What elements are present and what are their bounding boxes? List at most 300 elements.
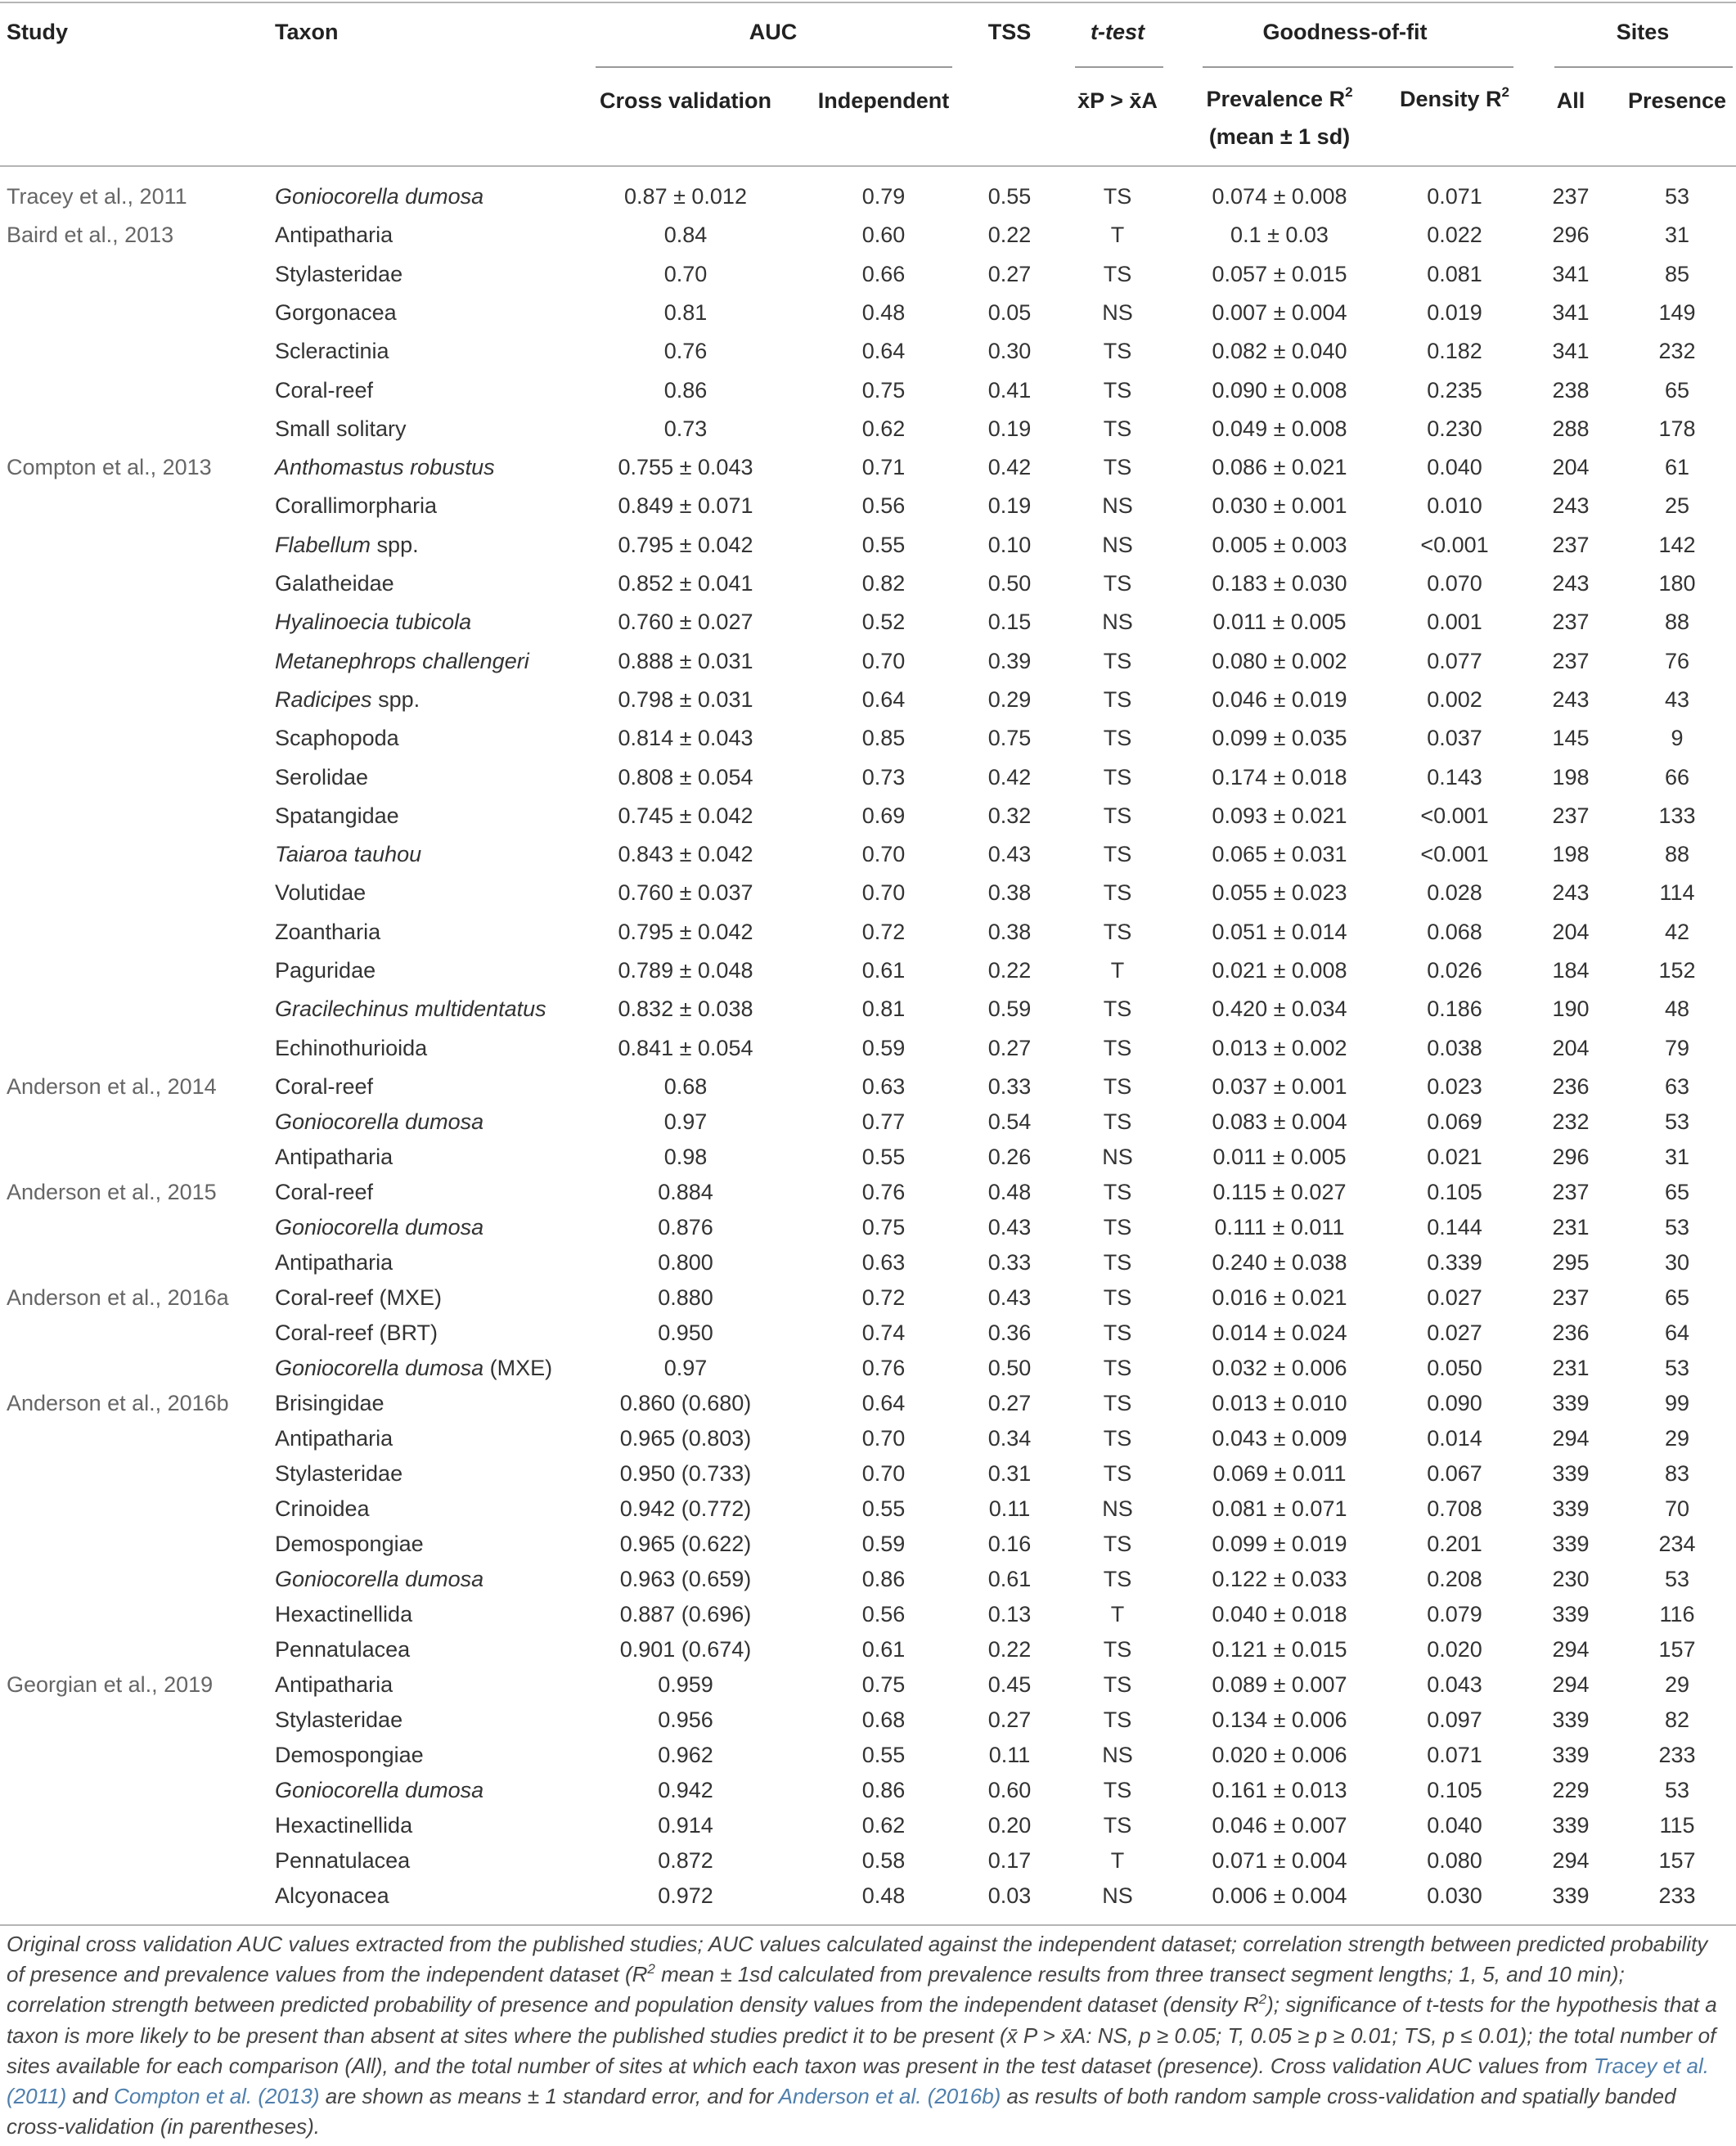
tss-cell: 0.05 bbox=[987, 299, 1032, 325]
ttest-cell: T bbox=[1110, 958, 1125, 983]
auc-independent-cell: 0.66 bbox=[861, 261, 906, 286]
density-cell: 0.186 bbox=[1427, 997, 1482, 1022]
prevalence-cell: 0.016 ± 0.021 bbox=[1212, 1285, 1347, 1310]
taxon-cell bbox=[275, 1386, 385, 1421]
prevalence-cell: 0.013 ± 0.010 bbox=[1212, 1391, 1347, 1415]
table-row bbox=[0, 760, 1736, 795]
ttest-cell: TS bbox=[1103, 1035, 1132, 1060]
tss-cell: 0.38 bbox=[987, 919, 1032, 944]
header-ttest-sub: x̄P > x̄A bbox=[1077, 88, 1158, 113]
sites-all-cell: 184 bbox=[1552, 958, 1590, 983]
sites-presence-cell: 42 bbox=[1664, 919, 1690, 944]
tss-cell: 0.43 bbox=[987, 842, 1032, 867]
tss-cell: 0.22 bbox=[987, 958, 1032, 983]
header-cross-validation: Cross validation bbox=[599, 88, 772, 113]
table-row bbox=[0, 179, 1736, 214]
taxon-cell bbox=[275, 488, 437, 524]
footnote-ref-compton[interactable]: Compton et al. (2013) bbox=[114, 2084, 320, 2109]
prevalence-cell: 0.005 ± 0.003 bbox=[1212, 532, 1347, 557]
table-top-rule bbox=[0, 2, 1736, 3]
taxon-name: Zoantharia bbox=[275, 919, 381, 944]
ttest-cell: TS bbox=[1103, 880, 1132, 906]
ttest-cell: TS bbox=[1103, 726, 1132, 751]
sites-presence-cell: 178 bbox=[1658, 416, 1696, 441]
sites-presence-cell: 70 bbox=[1664, 1496, 1690, 1521]
auc-independent-cell: 0.69 bbox=[861, 803, 906, 828]
sites-all-cell: 237 bbox=[1552, 184, 1590, 209]
auc-cv-cell: 0.76 bbox=[663, 339, 708, 364]
auc-independent-cell: 0.77 bbox=[861, 1109, 906, 1134]
prevalence-cell: 0.043 ± 0.009 bbox=[1212, 1426, 1347, 1451]
density-cell: 0.105 bbox=[1427, 1778, 1482, 1802]
header-study: Study bbox=[7, 20, 69, 44]
prevalence-cell: 0.065 ± 0.031 bbox=[1212, 842, 1347, 867]
density-cell: 0.081 bbox=[1427, 261, 1482, 286]
auc-cv-cell: 0.956 bbox=[658, 1707, 713, 1732]
auc-cv-cell: 0.887 (0.696) bbox=[619, 1602, 752, 1626]
tss-cell: 0.27 bbox=[987, 1707, 1032, 1732]
header-bottom-rule bbox=[0, 165, 1736, 167]
sites-presence-cell: 157 bbox=[1658, 1848, 1696, 1873]
table-row bbox=[0, 528, 1736, 563]
density-cell: 0.105 bbox=[1427, 1180, 1482, 1204]
taxon-cell bbox=[275, 1738, 424, 1773]
ttest-cell: NS bbox=[1102, 1743, 1133, 1767]
taxon-name: Antipatharia bbox=[275, 1672, 394, 1697]
taxon-cell bbox=[275, 721, 399, 756]
auc-independent-cell: 0.55 bbox=[861, 1145, 906, 1169]
taxon-name: Goniocorella dumosa bbox=[275, 1109, 484, 1134]
sites-all-cell: 339 bbox=[1552, 1461, 1590, 1486]
prevalence-cell: 0.099 ± 0.019 bbox=[1212, 1532, 1347, 1556]
table-row bbox=[0, 1140, 1736, 1175]
ttest-cell: TS bbox=[1103, 919, 1132, 944]
prevalence-cell: 0.046 ± 0.007 bbox=[1212, 1813, 1347, 1838]
sites-presence-cell: 65 bbox=[1664, 1285, 1690, 1310]
taxon-cell bbox=[275, 1667, 393, 1703]
sites-presence-cell: 79 bbox=[1664, 1035, 1690, 1060]
ttest-cell: TS bbox=[1103, 764, 1132, 790]
auc-cv-cell: 0.942 bbox=[658, 1778, 713, 1802]
auc-independent-cell: 0.76 bbox=[861, 1180, 906, 1204]
taxon-name: Scleractinia bbox=[275, 339, 389, 364]
tss-cell: 0.15 bbox=[987, 610, 1032, 635]
table-row bbox=[0, 450, 1736, 485]
density-cell: 0.067 bbox=[1427, 1461, 1482, 1486]
sites-presence-cell: 31 bbox=[1664, 1145, 1690, 1169]
header-ttest bbox=[1091, 15, 1145, 49]
taxon-cell bbox=[275, 373, 373, 408]
table-row bbox=[0, 875, 1736, 911]
taxon-name: Goniocorella dumosa bbox=[275, 1567, 484, 1591]
tss-cell: 0.42 bbox=[987, 455, 1032, 480]
footnote-ref-anderson[interactable]: Anderson et al. (2016b) bbox=[778, 2084, 1001, 2109]
density-cell: <0.001 bbox=[1420, 803, 1489, 828]
auc-independent-cell: 0.48 bbox=[861, 1883, 906, 1908]
sites-presence-cell: 88 bbox=[1664, 842, 1690, 867]
auc-independent-cell: 0.55 bbox=[861, 1496, 906, 1521]
auc-independent-cell: 0.62 bbox=[861, 416, 906, 441]
sites-presence-cell: 149 bbox=[1658, 299, 1696, 325]
sites-all-cell: 296 bbox=[1552, 1145, 1590, 1169]
tss-cell: 0.50 bbox=[987, 571, 1032, 596]
auc-independent-cell: 0.58 bbox=[861, 1848, 906, 1873]
footnote-ref-tracey[interactable]: Tracey et al. (2011) bbox=[7, 2053, 1709, 2109]
prevalence-cell: 0.121 ± 0.015 bbox=[1212, 1637, 1347, 1662]
sites-presence-cell: 43 bbox=[1664, 686, 1690, 712]
density-cell: 0.070 bbox=[1427, 571, 1482, 596]
density-cell: 0.069 bbox=[1427, 1109, 1482, 1134]
table-row bbox=[0, 1843, 1736, 1878]
taxon-cell bbox=[275, 528, 419, 563]
study-cell: Anderson et al., 2015 bbox=[7, 1180, 217, 1204]
taxon-name: Scaphopoda bbox=[275, 726, 399, 751]
taxon-name: Serolidae bbox=[275, 764, 369, 790]
taxon-cell bbox=[275, 644, 529, 679]
density-cell: 0.071 bbox=[1427, 1743, 1482, 1767]
taxon-cell bbox=[275, 1703, 403, 1738]
taxon-name: Alcyonacea bbox=[275, 1883, 389, 1908]
taxon-name: Stylasteridae bbox=[275, 1707, 403, 1732]
sites-presence-cell: 64 bbox=[1664, 1320, 1690, 1345]
ttest-cell: TS bbox=[1103, 261, 1132, 286]
prevalence-cell: 0.021 ± 0.008 bbox=[1212, 958, 1347, 983]
prevalence-cell: 0.134 ± 0.006 bbox=[1212, 1707, 1347, 1732]
sites-all-cell: 145 bbox=[1552, 726, 1590, 751]
auc-independent-cell: 0.72 bbox=[861, 919, 906, 944]
auc-cv-cell: 0.789 ± 0.048 bbox=[618, 958, 753, 983]
table-row bbox=[0, 1808, 1736, 1843]
sites-all-cell: 243 bbox=[1552, 571, 1590, 596]
taxon-cell bbox=[275, 295, 397, 331]
prevalence-cell: 0.122 ± 0.033 bbox=[1212, 1567, 1347, 1591]
table-row bbox=[0, 682, 1736, 718]
taxon-suffix: spp. bbox=[371, 686, 421, 712]
taxon-name: Crinoidea bbox=[275, 1496, 370, 1521]
auc-independent-cell: 0.62 bbox=[861, 1813, 906, 1838]
table-row bbox=[0, 605, 1736, 640]
prevalence-cell: 0.051 ± 0.014 bbox=[1212, 919, 1347, 944]
table-row bbox=[0, 1069, 1736, 1104]
tss-cell: 0.42 bbox=[987, 764, 1032, 790]
taxon-cell bbox=[275, 1316, 438, 1351]
ttest-cell: TS bbox=[1103, 1461, 1132, 1486]
auc-independent-cell: 0.86 bbox=[861, 1567, 906, 1591]
tss-cell: 0.41 bbox=[987, 377, 1032, 403]
table-row bbox=[0, 373, 1736, 408]
sites-all-cell: 237 bbox=[1552, 610, 1590, 635]
taxon-name: Corallimorpharia bbox=[275, 493, 438, 519]
ttest-cell: TS bbox=[1103, 1285, 1132, 1310]
auc-cv-cell: 0.852 ± 0.041 bbox=[618, 571, 753, 596]
tss-cell: 0.29 bbox=[987, 686, 1032, 712]
ttest-cell: TS bbox=[1103, 1180, 1132, 1204]
table-row bbox=[0, 412, 1736, 447]
taxon-name: Antipatharia bbox=[275, 1250, 394, 1275]
sites-presence-cell: 88 bbox=[1664, 610, 1690, 635]
density-cell: 0.097 bbox=[1427, 1707, 1482, 1732]
header-density bbox=[1400, 82, 1509, 116]
tss-cell: 0.32 bbox=[987, 803, 1032, 828]
sites-all-cell: 339 bbox=[1552, 1602, 1590, 1626]
sites-presence-cell: 180 bbox=[1658, 571, 1696, 596]
header-density-label: Density R bbox=[1399, 87, 1502, 111]
auc-independent-cell: 0.64 bbox=[861, 339, 906, 364]
density-cell: 0.037 bbox=[1427, 726, 1482, 751]
auc-independent-cell: 0.55 bbox=[861, 1743, 906, 1767]
auc-cv-cell: 0.760 ± 0.027 bbox=[618, 610, 753, 635]
tss-cell: 0.43 bbox=[987, 1285, 1032, 1310]
study-cell: Anderson et al., 2014 bbox=[7, 1074, 217, 1099]
density-cell: 0.068 bbox=[1427, 919, 1482, 944]
taxon-cell bbox=[275, 760, 368, 795]
tss-cell: 0.43 bbox=[987, 1215, 1032, 1239]
tss-cell: 0.39 bbox=[987, 648, 1032, 673]
prevalence-cell: 0.071 ± 0.004 bbox=[1212, 1848, 1347, 1873]
taxon-cell bbox=[275, 953, 376, 988]
sites-all-cell: 295 bbox=[1552, 1250, 1590, 1275]
sites-presence-cell: 53 bbox=[1664, 184, 1690, 209]
density-cell: 0.022 bbox=[1427, 223, 1482, 248]
prevalence-cell: 0.006 ± 0.004 bbox=[1212, 1883, 1347, 1908]
header-sites-presence: Presence bbox=[1627, 88, 1727, 113]
taxon-cell bbox=[275, 1069, 373, 1104]
sites-all-cell: 236 bbox=[1552, 1074, 1590, 1099]
taxon-name: Stylasteridae bbox=[275, 261, 403, 286]
density-cell: 0.030 bbox=[1427, 1883, 1482, 1908]
sites-all-cell: 229 bbox=[1552, 1778, 1590, 1802]
auc-cv-cell: 0.98 bbox=[663, 1145, 708, 1169]
sites-presence-cell: 29 bbox=[1664, 1426, 1690, 1451]
sites-all-cell: 198 bbox=[1552, 842, 1590, 867]
auc-independent-cell: 0.56 bbox=[861, 1602, 906, 1626]
taxon-name: Hexactinellida bbox=[275, 1813, 413, 1838]
table-row bbox=[0, 644, 1736, 679]
table-row bbox=[0, 837, 1736, 872]
table-row bbox=[0, 1597, 1736, 1632]
auc-independent-cell: 0.61 bbox=[861, 958, 906, 983]
density-cell: 0.020 bbox=[1427, 1637, 1482, 1662]
table-row bbox=[0, 1245, 1736, 1280]
prevalence-cell: 0.1 ± 0.03 bbox=[1230, 223, 1329, 248]
tss-cell: 0.20 bbox=[987, 1813, 1032, 1838]
footnote-text-5: are shown as means ± 1 standard error, and for bbox=[319, 2084, 779, 2109]
density-cell: 0.708 bbox=[1427, 1496, 1482, 1521]
auc-independent-cell: 0.56 bbox=[861, 493, 906, 519]
taxon-cell bbox=[275, 605, 471, 640]
tss-cell: 0.31 bbox=[987, 1461, 1032, 1486]
taxon-name: Echinothurioida bbox=[275, 1035, 428, 1060]
header-sites: Sites bbox=[1616, 20, 1670, 44]
tss-cell: 0.27 bbox=[987, 1035, 1032, 1060]
taxon-name: Pennatulacea bbox=[275, 1848, 411, 1873]
ttest-cell: T bbox=[1110, 1848, 1125, 1873]
table-row bbox=[0, 566, 1736, 601]
table-row bbox=[0, 218, 1736, 253]
ttest-cell: TS bbox=[1103, 1567, 1132, 1591]
auc-cv-cell: 0.760 ± 0.037 bbox=[618, 880, 753, 906]
table-row bbox=[0, 1562, 1736, 1597]
sites-presence-cell: 53 bbox=[1664, 1567, 1690, 1591]
tss-cell: 0.19 bbox=[987, 416, 1032, 441]
tss-cell: 0.36 bbox=[987, 1320, 1032, 1345]
ttest-cell: TS bbox=[1103, 1426, 1132, 1451]
auc-cv-cell: 0.942 (0.772) bbox=[619, 1496, 752, 1521]
taxon-name: Goniocorella dumosa bbox=[275, 1778, 484, 1802]
sites-presence-cell: 25 bbox=[1664, 493, 1690, 519]
auc-independent-cell: 0.70 bbox=[861, 1426, 906, 1451]
tss-cell: 0.27 bbox=[987, 1391, 1032, 1415]
header-prevalence bbox=[1206, 82, 1352, 116]
ttest-cell: TS bbox=[1103, 377, 1132, 403]
taxon-name: Demospongiae bbox=[275, 1532, 424, 1556]
auc-independent-cell: 0.70 bbox=[861, 842, 906, 867]
auc-independent-cell: 0.60 bbox=[861, 223, 906, 248]
auc-independent-cell: 0.70 bbox=[861, 880, 906, 906]
auc-cv-cell: 0.965 (0.803) bbox=[619, 1426, 752, 1451]
taxon-cell bbox=[275, 992, 546, 1027]
auc-cv-cell: 0.880 bbox=[658, 1285, 713, 1310]
taxon-cell bbox=[275, 1878, 389, 1914]
sites-all-cell: 236 bbox=[1552, 1320, 1590, 1345]
sites-all-cell: 198 bbox=[1552, 764, 1590, 790]
ttest-cell: NS bbox=[1102, 610, 1133, 635]
auc-cv-cell: 0.965 (0.622) bbox=[619, 1532, 752, 1556]
study-cell: Anderson et al., 2016b bbox=[7, 1391, 229, 1415]
taxon-name: Metanephrops challengeri bbox=[275, 648, 529, 673]
ttest-cell: TS bbox=[1103, 1356, 1132, 1380]
auc-cv-cell: 0.73 bbox=[663, 416, 708, 441]
sites-presence-cell: 30 bbox=[1664, 1250, 1690, 1275]
prevalence-cell: 0.089 ± 0.007 bbox=[1212, 1672, 1347, 1697]
taxon-name: Coral-reef bbox=[275, 1074, 374, 1099]
taxon-cell bbox=[275, 1456, 403, 1491]
tss-cell: 0.17 bbox=[987, 1848, 1032, 1873]
table-row bbox=[0, 721, 1736, 756]
prevalence-cell: 0.082 ± 0.040 bbox=[1212, 339, 1347, 364]
tss-cell: 0.60 bbox=[987, 1778, 1032, 1802]
tss-cell: 0.54 bbox=[987, 1109, 1032, 1134]
auc-cv-cell: 0.959 bbox=[658, 1672, 713, 1697]
auc-cv-cell: 0.888 ± 0.031 bbox=[618, 648, 753, 673]
table-row bbox=[0, 295, 1736, 331]
prevalence-cell: 0.037 ± 0.001 bbox=[1212, 1074, 1347, 1099]
prevalence-cell: 0.040 ± 0.018 bbox=[1212, 1602, 1347, 1626]
taxon-cell bbox=[275, 566, 394, 601]
taxon-suffix: (MXE) bbox=[483, 1356, 553, 1380]
density-cell: 0.071 bbox=[1427, 184, 1482, 209]
prevalence-cell: 0.007 ± 0.004 bbox=[1212, 299, 1347, 325]
taxon-cell bbox=[275, 799, 399, 834]
taxon-name: Brisingidae bbox=[275, 1391, 385, 1415]
taxon-name: Gorgonacea bbox=[275, 299, 397, 325]
taxon-name: Pennatulacea bbox=[275, 1637, 411, 1662]
sites-all-cell: 237 bbox=[1552, 1180, 1590, 1204]
ttest-cell: TS bbox=[1103, 1813, 1132, 1838]
table-row bbox=[0, 488, 1736, 524]
taxon-name: Antipatharia bbox=[275, 223, 394, 248]
auc-cv-cell: 0.97 bbox=[663, 1356, 708, 1380]
auc-cv-cell: 0.800 bbox=[658, 1250, 713, 1275]
taxon-name: Taiaroa tauhou bbox=[275, 842, 422, 867]
auc-independent-cell: 0.79 bbox=[861, 184, 906, 209]
density-cell: 0.208 bbox=[1427, 1567, 1482, 1591]
table-row bbox=[0, 1491, 1736, 1527]
sites-all-cell: 294 bbox=[1552, 1426, 1590, 1451]
density-cell: 0.028 bbox=[1427, 880, 1482, 906]
sites-presence-cell: 133 bbox=[1658, 803, 1696, 828]
taxon-cell bbox=[275, 1632, 410, 1667]
prevalence-cell: 0.420 ± 0.034 bbox=[1212, 997, 1347, 1022]
sites-all-cell: 232 bbox=[1552, 1109, 1590, 1134]
density-cell: 0.182 bbox=[1427, 339, 1482, 364]
sites-all-cell: 339 bbox=[1552, 1532, 1590, 1556]
density-cell: 0.014 bbox=[1427, 1426, 1482, 1451]
density-cell: 0.339 bbox=[1427, 1250, 1482, 1275]
ttest-cell: NS bbox=[1102, 1145, 1133, 1169]
auc-cv-cell: 0.849 ± 0.071 bbox=[618, 493, 753, 519]
prevalence-cell: 0.183 ± 0.030 bbox=[1212, 571, 1347, 596]
sites-all-cell: 339 bbox=[1552, 1813, 1590, 1838]
sites-presence-cell: 85 bbox=[1664, 261, 1690, 286]
table-row bbox=[0, 1878, 1736, 1914]
density-cell: 0.010 bbox=[1427, 493, 1482, 519]
prevalence-cell: 0.049 ± 0.008 bbox=[1212, 416, 1347, 441]
ttest-cell: NS bbox=[1102, 493, 1133, 519]
auc-cv-cell: 0.963 (0.659) bbox=[619, 1567, 752, 1591]
table-row bbox=[0, 257, 1736, 292]
prevalence-cell: 0.080 ± 0.002 bbox=[1212, 648, 1347, 673]
taxon-name: Coral-reef bbox=[275, 1180, 374, 1204]
header-sites-all: All bbox=[1556, 88, 1585, 113]
header-tss: TSS bbox=[987, 20, 1032, 44]
tss-cell: 0.34 bbox=[987, 1426, 1032, 1451]
footnote-text-3: ); significance of t-tests for the hypothesis that a taxon is more likely to be present than absent at sites where the published studies predict it to be present (x̄ P > x̄A: NS, p ≥ 0.05; T, 0.05 ≥ p ≥ 0.01; TS, p ≤ 0.01); the total number of sites available for each comparison (All), and the total number of sites at which each taxon was present in the test dataset (presence). Cross validation AUC values from bbox=[7, 1992, 1717, 2078]
density-cell: 0.080 bbox=[1427, 1848, 1482, 1873]
sites-all-cell: 294 bbox=[1552, 1672, 1590, 1697]
tss-cell: 0.11 bbox=[988, 1496, 1031, 1521]
prevalence-cell: 0.090 ± 0.008 bbox=[1212, 377, 1347, 403]
prevalence-cell: 0.093 ± 0.021 bbox=[1212, 803, 1347, 828]
tss-cell: 0.30 bbox=[987, 339, 1032, 364]
table-row bbox=[0, 915, 1736, 950]
prevalence-cell: 0.011 ± 0.005 bbox=[1212, 610, 1347, 635]
prevalence-cell: 0.083 ± 0.004 bbox=[1212, 1109, 1347, 1134]
prevalence-cell: 0.111 ± 0.011 bbox=[1214, 1215, 1345, 1239]
sites-all-cell: 238 bbox=[1552, 377, 1590, 403]
auc-cv-cell: 0.84 bbox=[663, 223, 708, 248]
auc-cv-cell: 0.962 bbox=[658, 1743, 713, 1767]
prevalence-cell: 0.115 ± 0.027 bbox=[1212, 1180, 1347, 1204]
taxon-cell bbox=[275, 1245, 393, 1280]
sites-all-cell: 243 bbox=[1552, 493, 1590, 519]
taxon-cell bbox=[275, 1210, 483, 1245]
taxon-name: Galatheidae bbox=[275, 571, 394, 596]
density-cell: 0.001 bbox=[1427, 610, 1482, 635]
density-cell: 0.038 bbox=[1427, 1035, 1482, 1060]
density-cell: 0.040 bbox=[1427, 1813, 1482, 1838]
taxon-cell bbox=[275, 1421, 393, 1456]
prevalence-cell: 0.240 ± 0.038 bbox=[1212, 1250, 1347, 1275]
auc-cv-cell: 0.745 ± 0.042 bbox=[618, 803, 753, 828]
table-row bbox=[0, 1667, 1736, 1703]
footnote-text-2: mean ± 1sd calculated from prevalence results from three transect segment lengths; 1, 5, and 10 min); correlation strength between predicted probability of presence and population density values from the independent dataset (density R bbox=[7, 1962, 1625, 2018]
auc-independent-cell: 0.76 bbox=[861, 1356, 906, 1380]
taxon-cell bbox=[275, 1527, 424, 1562]
density-cell: 0.021 bbox=[1427, 1145, 1482, 1169]
taxon-name: Goniocorella dumosa bbox=[275, 1356, 484, 1380]
auc-independent-cell: 0.75 bbox=[861, 377, 906, 403]
